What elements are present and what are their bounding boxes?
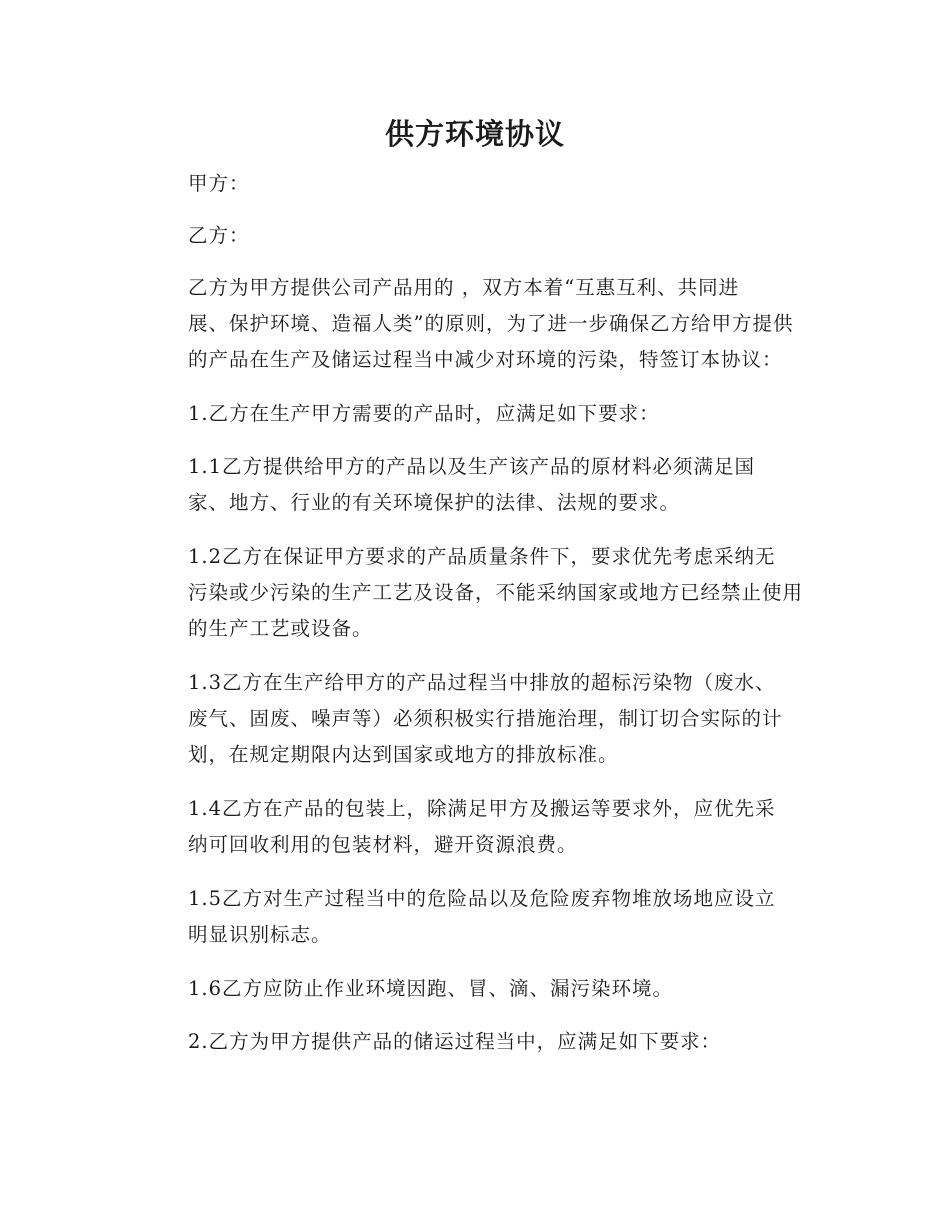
- intro-line: 的产品在生产及储运过程当中减少对环境的污染，特签订本协议：: [188, 348, 783, 371]
- intro-line: 展、保护环境、造福人类”的原则，为了进一步确保乙方给甲方提供: [188, 312, 794, 335]
- document-title: 供方环境协议: [384, 117, 565, 151]
- clause-line: 1.3乙方在生产给甲方的产品过程当中排放的超标污染物（废水、: [188, 671, 776, 694]
- clause-1-3: [142, 665, 810, 773]
- clause-1-1: [142, 449, 810, 521]
- intro-line: 乙方为甲方提供公司产品用的 ，双方本着“互惠互利、共同进: [188, 276, 740, 299]
- clause-line: 1.1乙方提供给甲方的产品以及生产该产品的原材料必须满足国: [188, 455, 756, 478]
- clause-1-2: [142, 539, 810, 647]
- clause-1-6: 1.6乙方应防止作业环境因跑、冒、滴、漏污染环境。: [188, 977, 674, 1000]
- clause-line: 1.5乙方对生产过程当中的危险品以及危险废弃物堆放场地应设立: [188, 887, 776, 910]
- clause-line: 纳可回收利用的包装材料，避开资源浪费。: [188, 833, 578, 856]
- clause-line: 1.2乙方在保证甲方要求的产品质量条件下，要求优先考虑采纳无: [188, 545, 776, 568]
- clause-line: 明显识别标志。: [188, 923, 332, 946]
- clause-line: 废气、固废、噪声等）必须积极实行措施治理，制订切合实际的计: [188, 707, 783, 730]
- clause-line: 划，在规定期限内达到国家或地方的排放标准。: [188, 743, 619, 766]
- party-a-line: 甲方：: [188, 172, 250, 195]
- clause-line: 1.4乙方在产品的包装上，除满足甲方及搬运等要求外，应优先采: [188, 797, 776, 820]
- clause-1-4: [142, 791, 810, 863]
- clause-line: 的生产工艺或设备。: [188, 617, 373, 640]
- intro-paragraph: [142, 270, 810, 378]
- party-b-line: 乙方：: [188, 224, 250, 247]
- section-2-heading: 2.乙方为甲方提供产品的储运过程当中，应满足如下要求：: [188, 1030, 722, 1053]
- clause-1-5: [142, 881, 810, 953]
- clause-line: 污染或少污染的生产工艺及设备，不能采纳国家或地方已经禁止使用: [188, 581, 804, 604]
- clause-line: 家、地方、行业的有关环境保护的法律、法规的要求。: [188, 491, 681, 514]
- section-1-heading: 1.乙方在生产甲方需要的产品时，应满足如下要求：: [188, 402, 660, 425]
